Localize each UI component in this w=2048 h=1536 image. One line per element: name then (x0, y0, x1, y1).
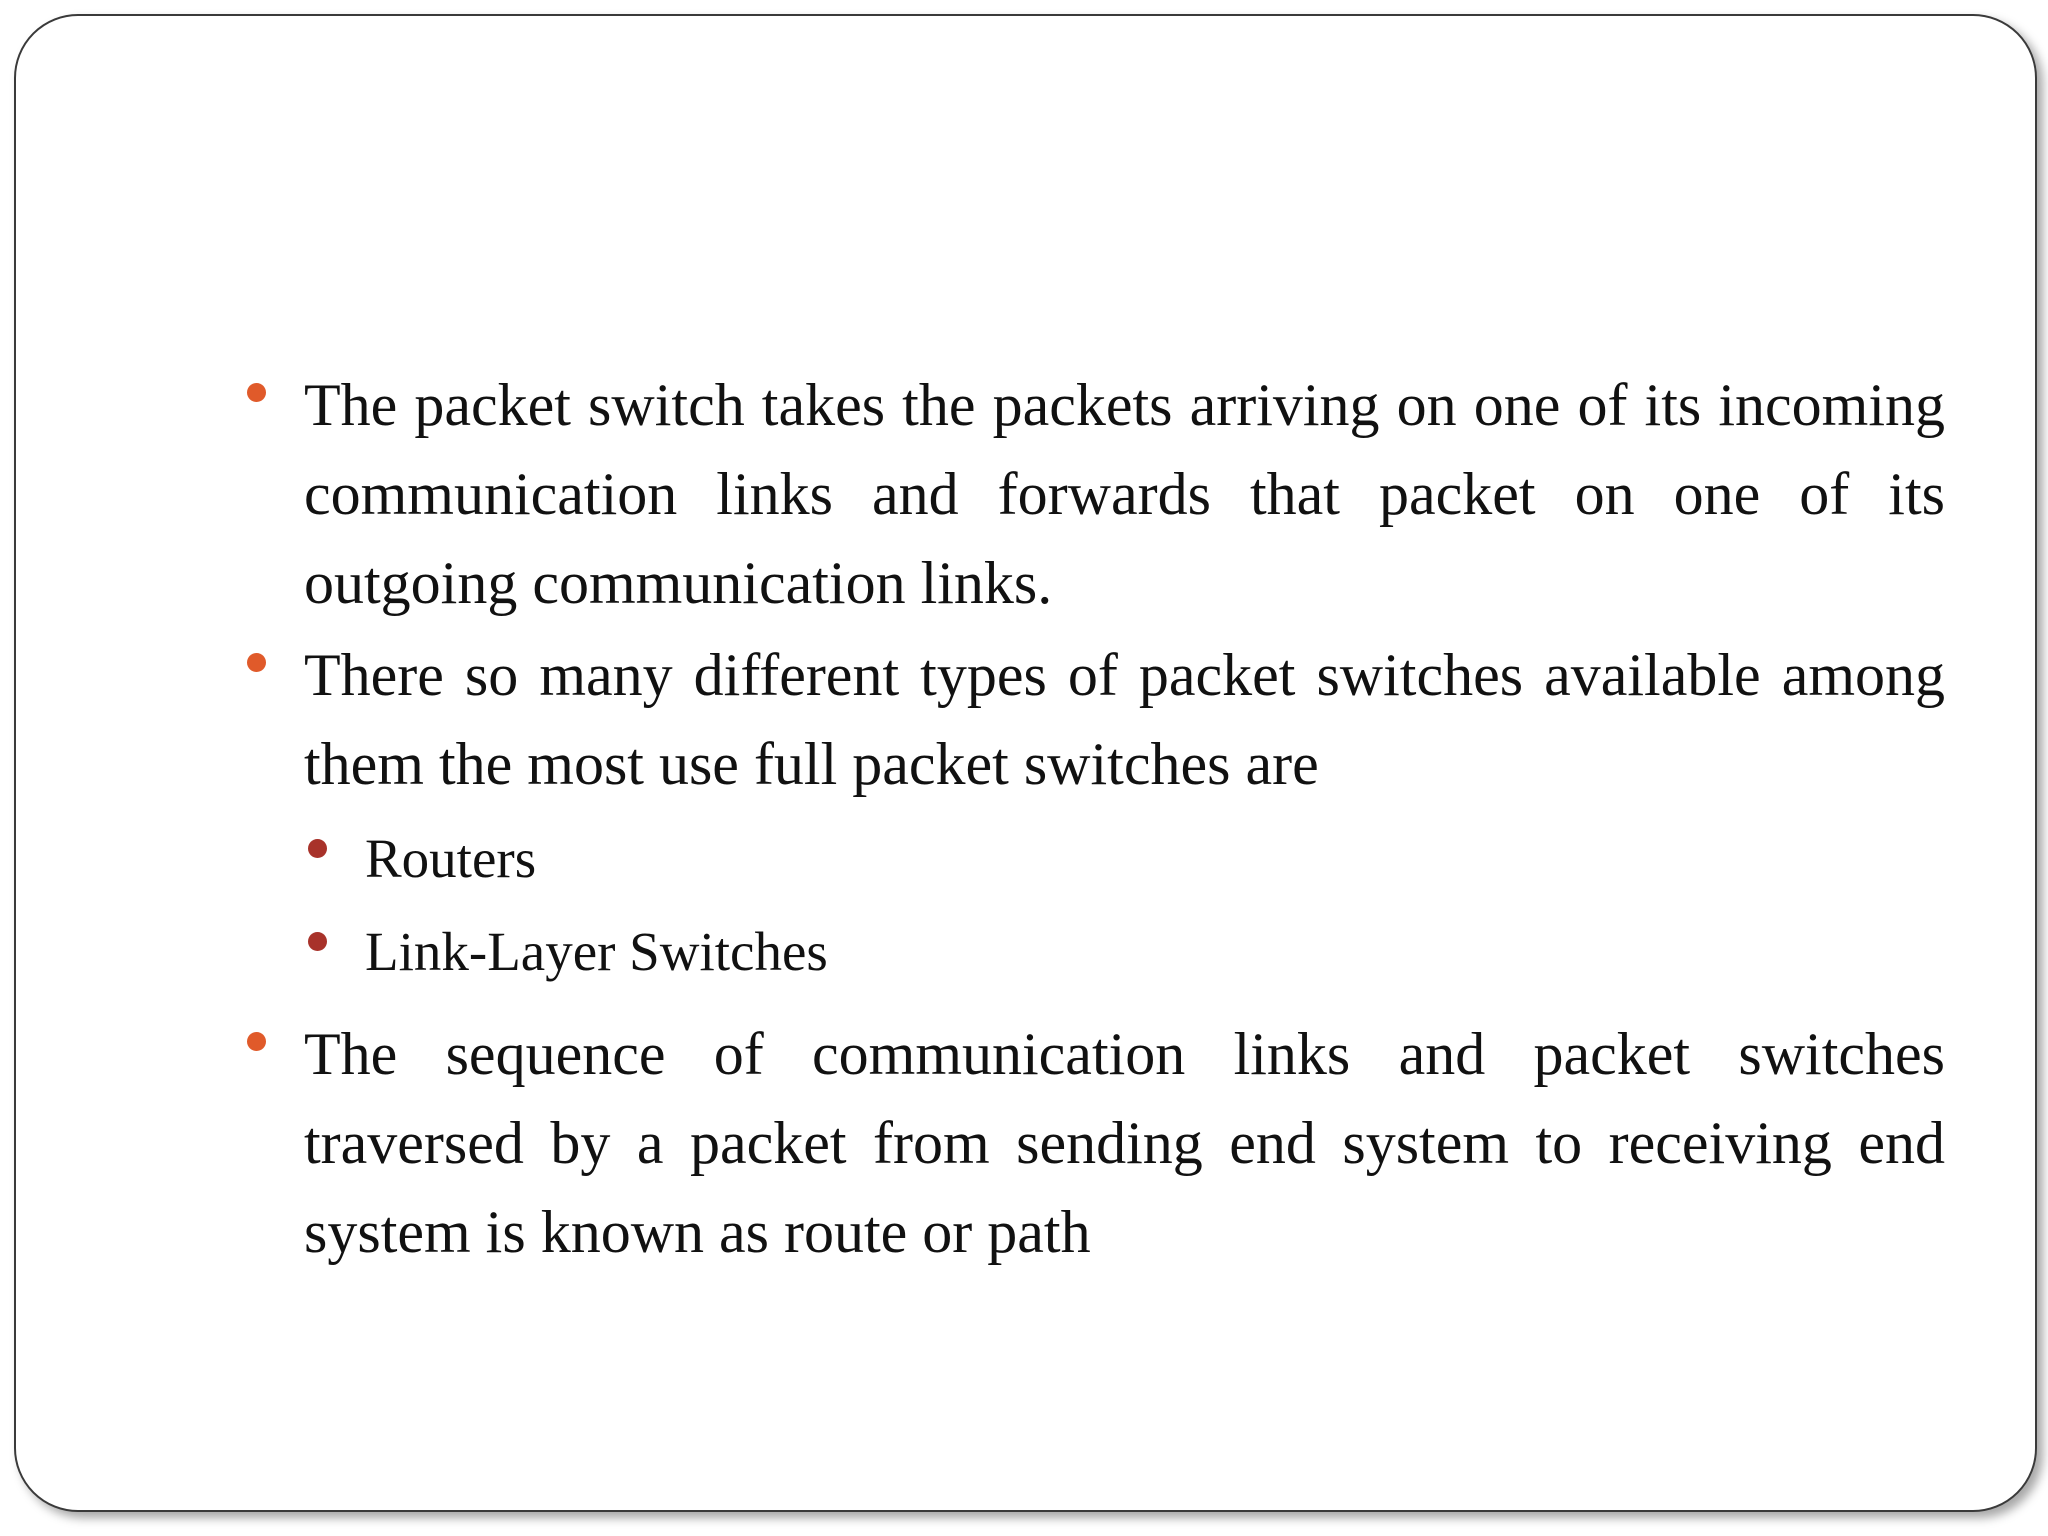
bullet-text: The sequence of communication links and packet switches traversed by a packet from sending end system to receiving end system is known as route or path (304, 1021, 1945, 1265)
sub-list-item (304, 905, 1945, 998)
sub-list (304, 812, 1945, 998)
bullet-item (243, 1010, 1945, 1277)
bullet-dot-icon (247, 653, 266, 672)
sub-item-text: Link-Layer Switches (365, 921, 828, 982)
bullet-dot-icon (247, 1032, 266, 1051)
bullet-dot-icon (247, 383, 266, 402)
slide-content (243, 361, 1945, 1280)
sub-bullet-dot-icon (308, 932, 327, 951)
bullet-text: There so many different types of packet switches available among them the most use full packet switches are (304, 642, 1945, 797)
slide-frame (14, 14, 2037, 1512)
bullet-text: The packet switch takes the packets arriving on one of its incoming communication links and forwards that packet on one of its outgoing communication links. (304, 372, 1945, 616)
sub-item-text: Routers (365, 828, 537, 889)
sub-list-item (304, 812, 1945, 905)
sub-bullet-dot-icon (308, 839, 327, 858)
bullet-item (243, 631, 1945, 809)
bullet-item (243, 361, 1945, 628)
